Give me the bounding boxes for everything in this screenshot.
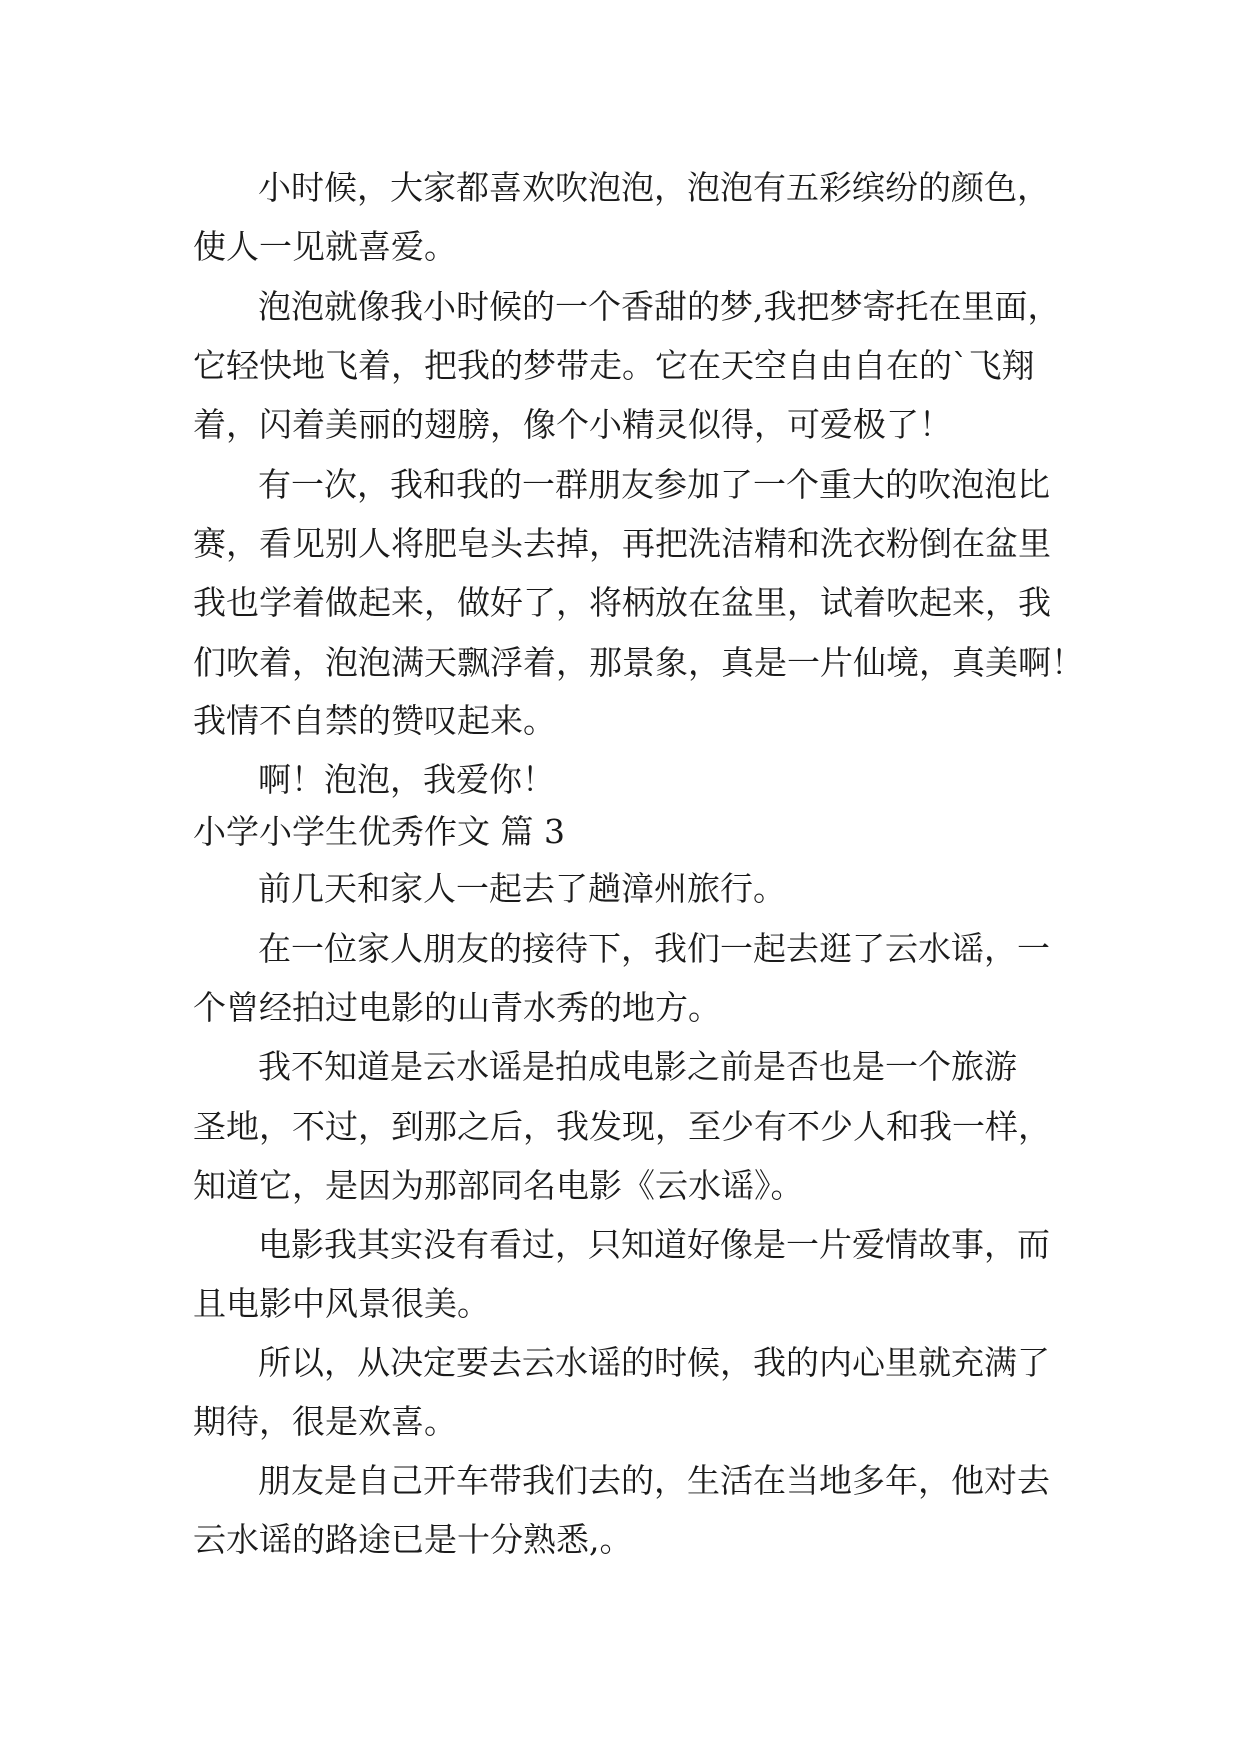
paragraph-line: 使人一见就喜爱。	[193, 227, 457, 266]
paragraph-line: 我不知道是云水谣是拍成电影之前是否也是一个旅游	[258, 1047, 1017, 1086]
paragraph-line: 有一次，我和我的一群朋友参加了一个重大的吹泡泡比	[258, 465, 1050, 504]
paragraph-line: 圣地，不过，到那之后，我发现，至少有不少人和我一样，	[193, 1107, 1051, 1146]
paragraph-line: 电影我其实没有看过，只知道好像是一片爱情故事，而	[258, 1225, 1050, 1264]
paragraph-line: 啊！泡泡，我爱你！	[258, 760, 555, 799]
paragraph-line: 它轻快地飞着，把我的梦带走。它在天空自由自在的`飞翔	[193, 346, 1035, 385]
paragraph-line: 前几天和家人一起去了趟漳州旅行。	[258, 869, 786, 908]
paragraph-line: 朋友是自己开车带我们去的，生活在当地多年，他对去	[258, 1461, 1050, 1500]
paragraph-line: 泡泡就像我小时候的一个香甜的梦,我把梦寄托在里面，	[258, 287, 1061, 326]
paragraph-line: 着，闪着美丽的翅膀，像个小精灵似得，可爱极了！	[193, 405, 952, 444]
paragraph-line: 们吹着，泡泡满天飘浮着，那景象，真是一片仙境，真美啊！	[193, 643, 1084, 682]
paragraph-line: 云水谣的路途已是十分熟悉,。	[193, 1520, 633, 1559]
paragraph-line: 我情不自禁的赞叹起来。	[193, 701, 556, 740]
section-heading: 小学小学生优秀作文 篇 3	[193, 812, 565, 851]
paragraph-line: 知道它，是因为那部同名电影《云水谣》。	[193, 1166, 804, 1205]
paragraph-line: 所以，从决定要去云水谣的时候，我的内心里就充满了	[258, 1343, 1050, 1382]
paragraph-line: 在一位家人朋友的接待下，我们一起去逛了云水谣，一	[258, 929, 1050, 968]
paragraph-line: 我也学着做起来，做好了，将柄放在盆里，试着吹起来，我	[193, 583, 1051, 622]
paragraph-line: 且电影中风景很美。	[193, 1284, 490, 1323]
paragraph-line: 小时候，大家都喜欢吹泡泡，泡泡有五彩缤纷的颜色，	[258, 168, 1050, 207]
paragraph-line: 个曾经拍过电影的山青水秀的地方。	[193, 988, 721, 1027]
paragraph-line: 赛，看见别人将肥皂头去掉，再把洗洁精和洗衣粉倒在盆里	[193, 524, 1051, 563]
paragraph-line: 期待，很是欢喜。	[193, 1402, 457, 1441]
